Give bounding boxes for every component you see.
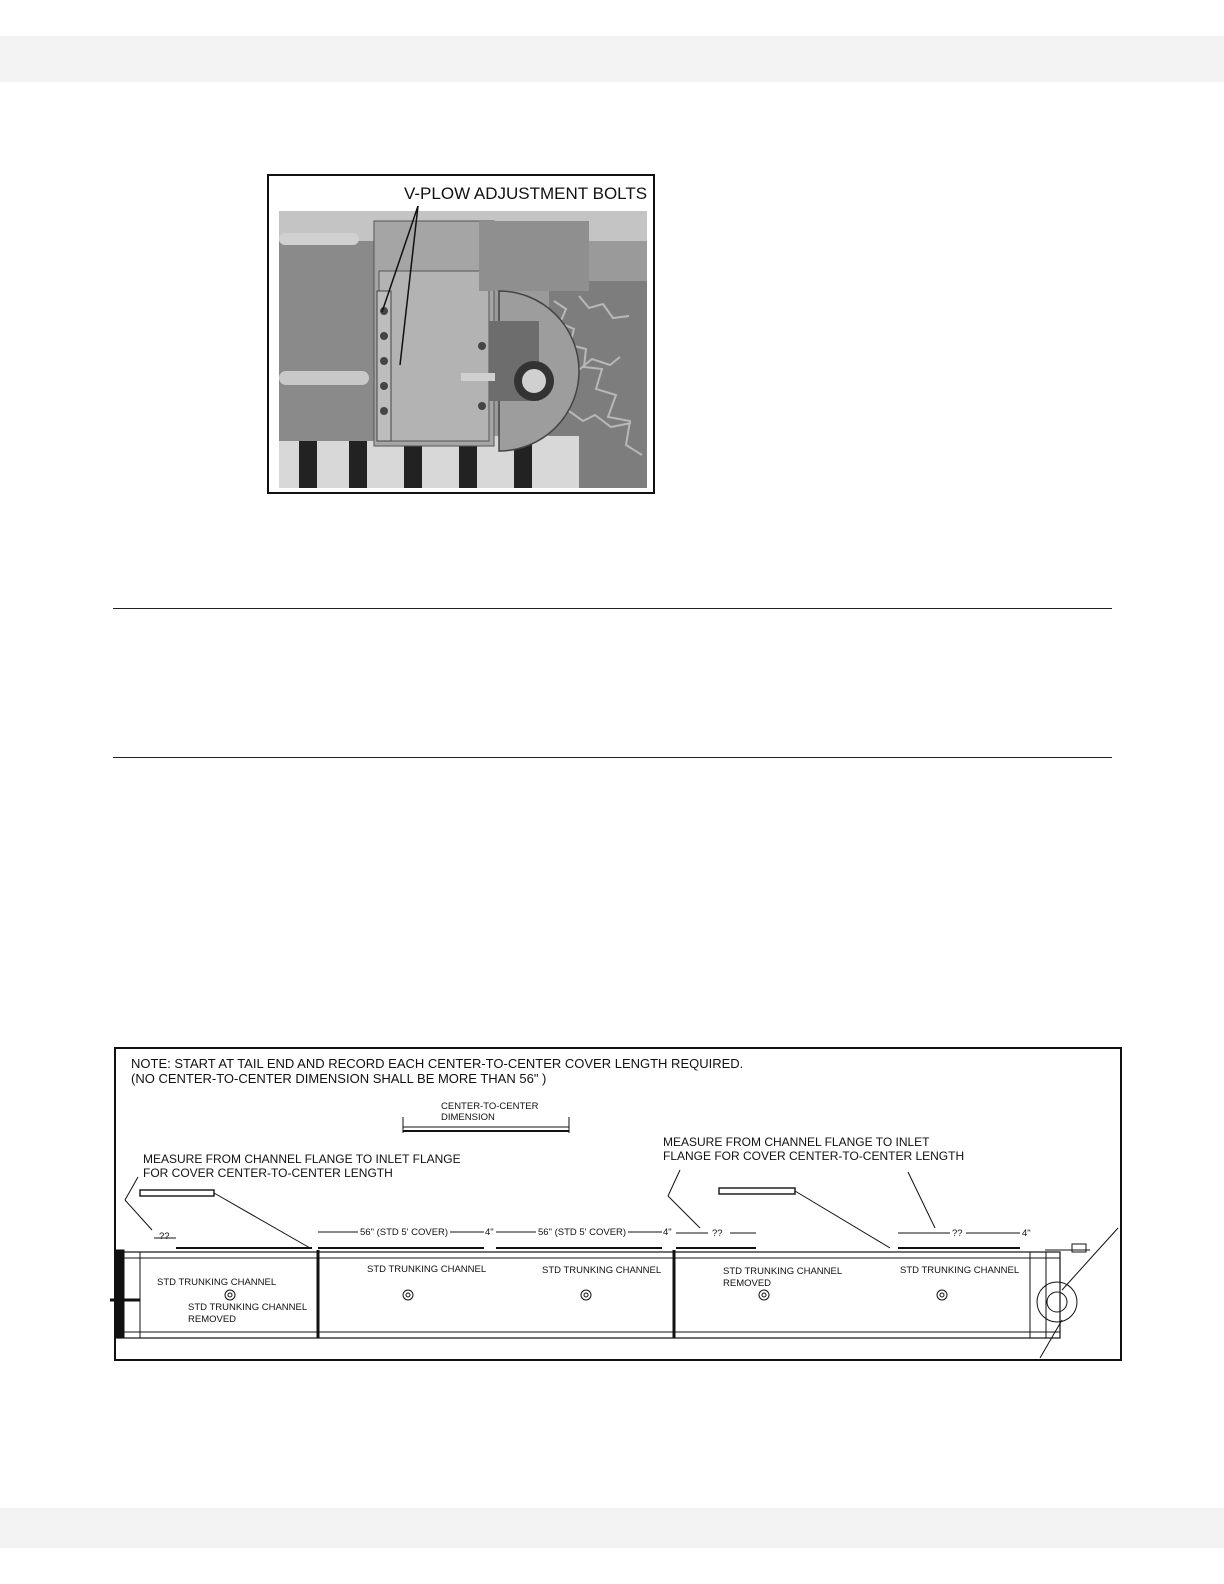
channel-removed-label-2-line1: STD TRUNKING CHANNEL: [723, 1266, 843, 1277]
channel-label-2: STD TRUNKING CHANNEL: [367, 1264, 487, 1275]
drawing-note-line2: (NO CENTER-TO-CENTER DIMENSION SHALL BE MORE THAN 56" ): [131, 1071, 547, 1086]
drawing-note-line1: NOTE: START AT TAIL END AND RECORD EACH CENTER-TO-CENTER COVER LENGTH REQUIRED.: [131, 1056, 744, 1071]
channel-removed-label-1-line2: REMOVED: [188, 1314, 237, 1325]
channel-removed-label-2-line2: REMOVED: [723, 1278, 772, 1289]
dim-4-second: 4": [663, 1227, 672, 1238]
channel-label-3: STD TRUNKING CHANNEL: [542, 1265, 662, 1276]
dim-4-first: 4": [485, 1227, 494, 1238]
measure-note-right-line1: MEASURE FROM CHANNEL FLANGE TO INLET: [663, 1135, 930, 1149]
dim-56-first: 56" (STD 5' COVER): [360, 1227, 449, 1238]
measure-note-left-line1: MEASURE FROM CHANNEL FLANGE TO INLET FLANGE: [143, 1152, 461, 1166]
legend-label-line1: CENTER-TO-CENTER: [441, 1101, 539, 1112]
dim-middle-unknown: ??: [712, 1228, 723, 1239]
photo-caption: V-PLOW ADJUSTMENT BOLTS: [404, 184, 648, 203]
channel-label-1: STD TRUNKING CHANNEL: [157, 1277, 277, 1288]
channel-removed-label-1-line1: STD TRUNKING CHANNEL: [188, 1302, 308, 1313]
dim-left-unknown: ??: [159, 1231, 170, 1242]
footer-band: [0, 1508, 1224, 1548]
dim-56-second: 56" (STD 5' COVER): [538, 1227, 627, 1238]
dim-right-unknown: ??: [952, 1228, 963, 1239]
measure-note-left-line2: FOR COVER CENTER-TO-CENTER LENGTH: [143, 1166, 393, 1180]
measure-note-right-line2: FLANGE FOR COVER CENTER-TO-CENTER LENGTH: [663, 1149, 965, 1163]
dim-4-third: 4": [1022, 1228, 1031, 1239]
channel-label-4: STD TRUNKING CHANNEL: [900, 1265, 1020, 1276]
legend-label-line2: DIMENSION: [441, 1112, 495, 1123]
